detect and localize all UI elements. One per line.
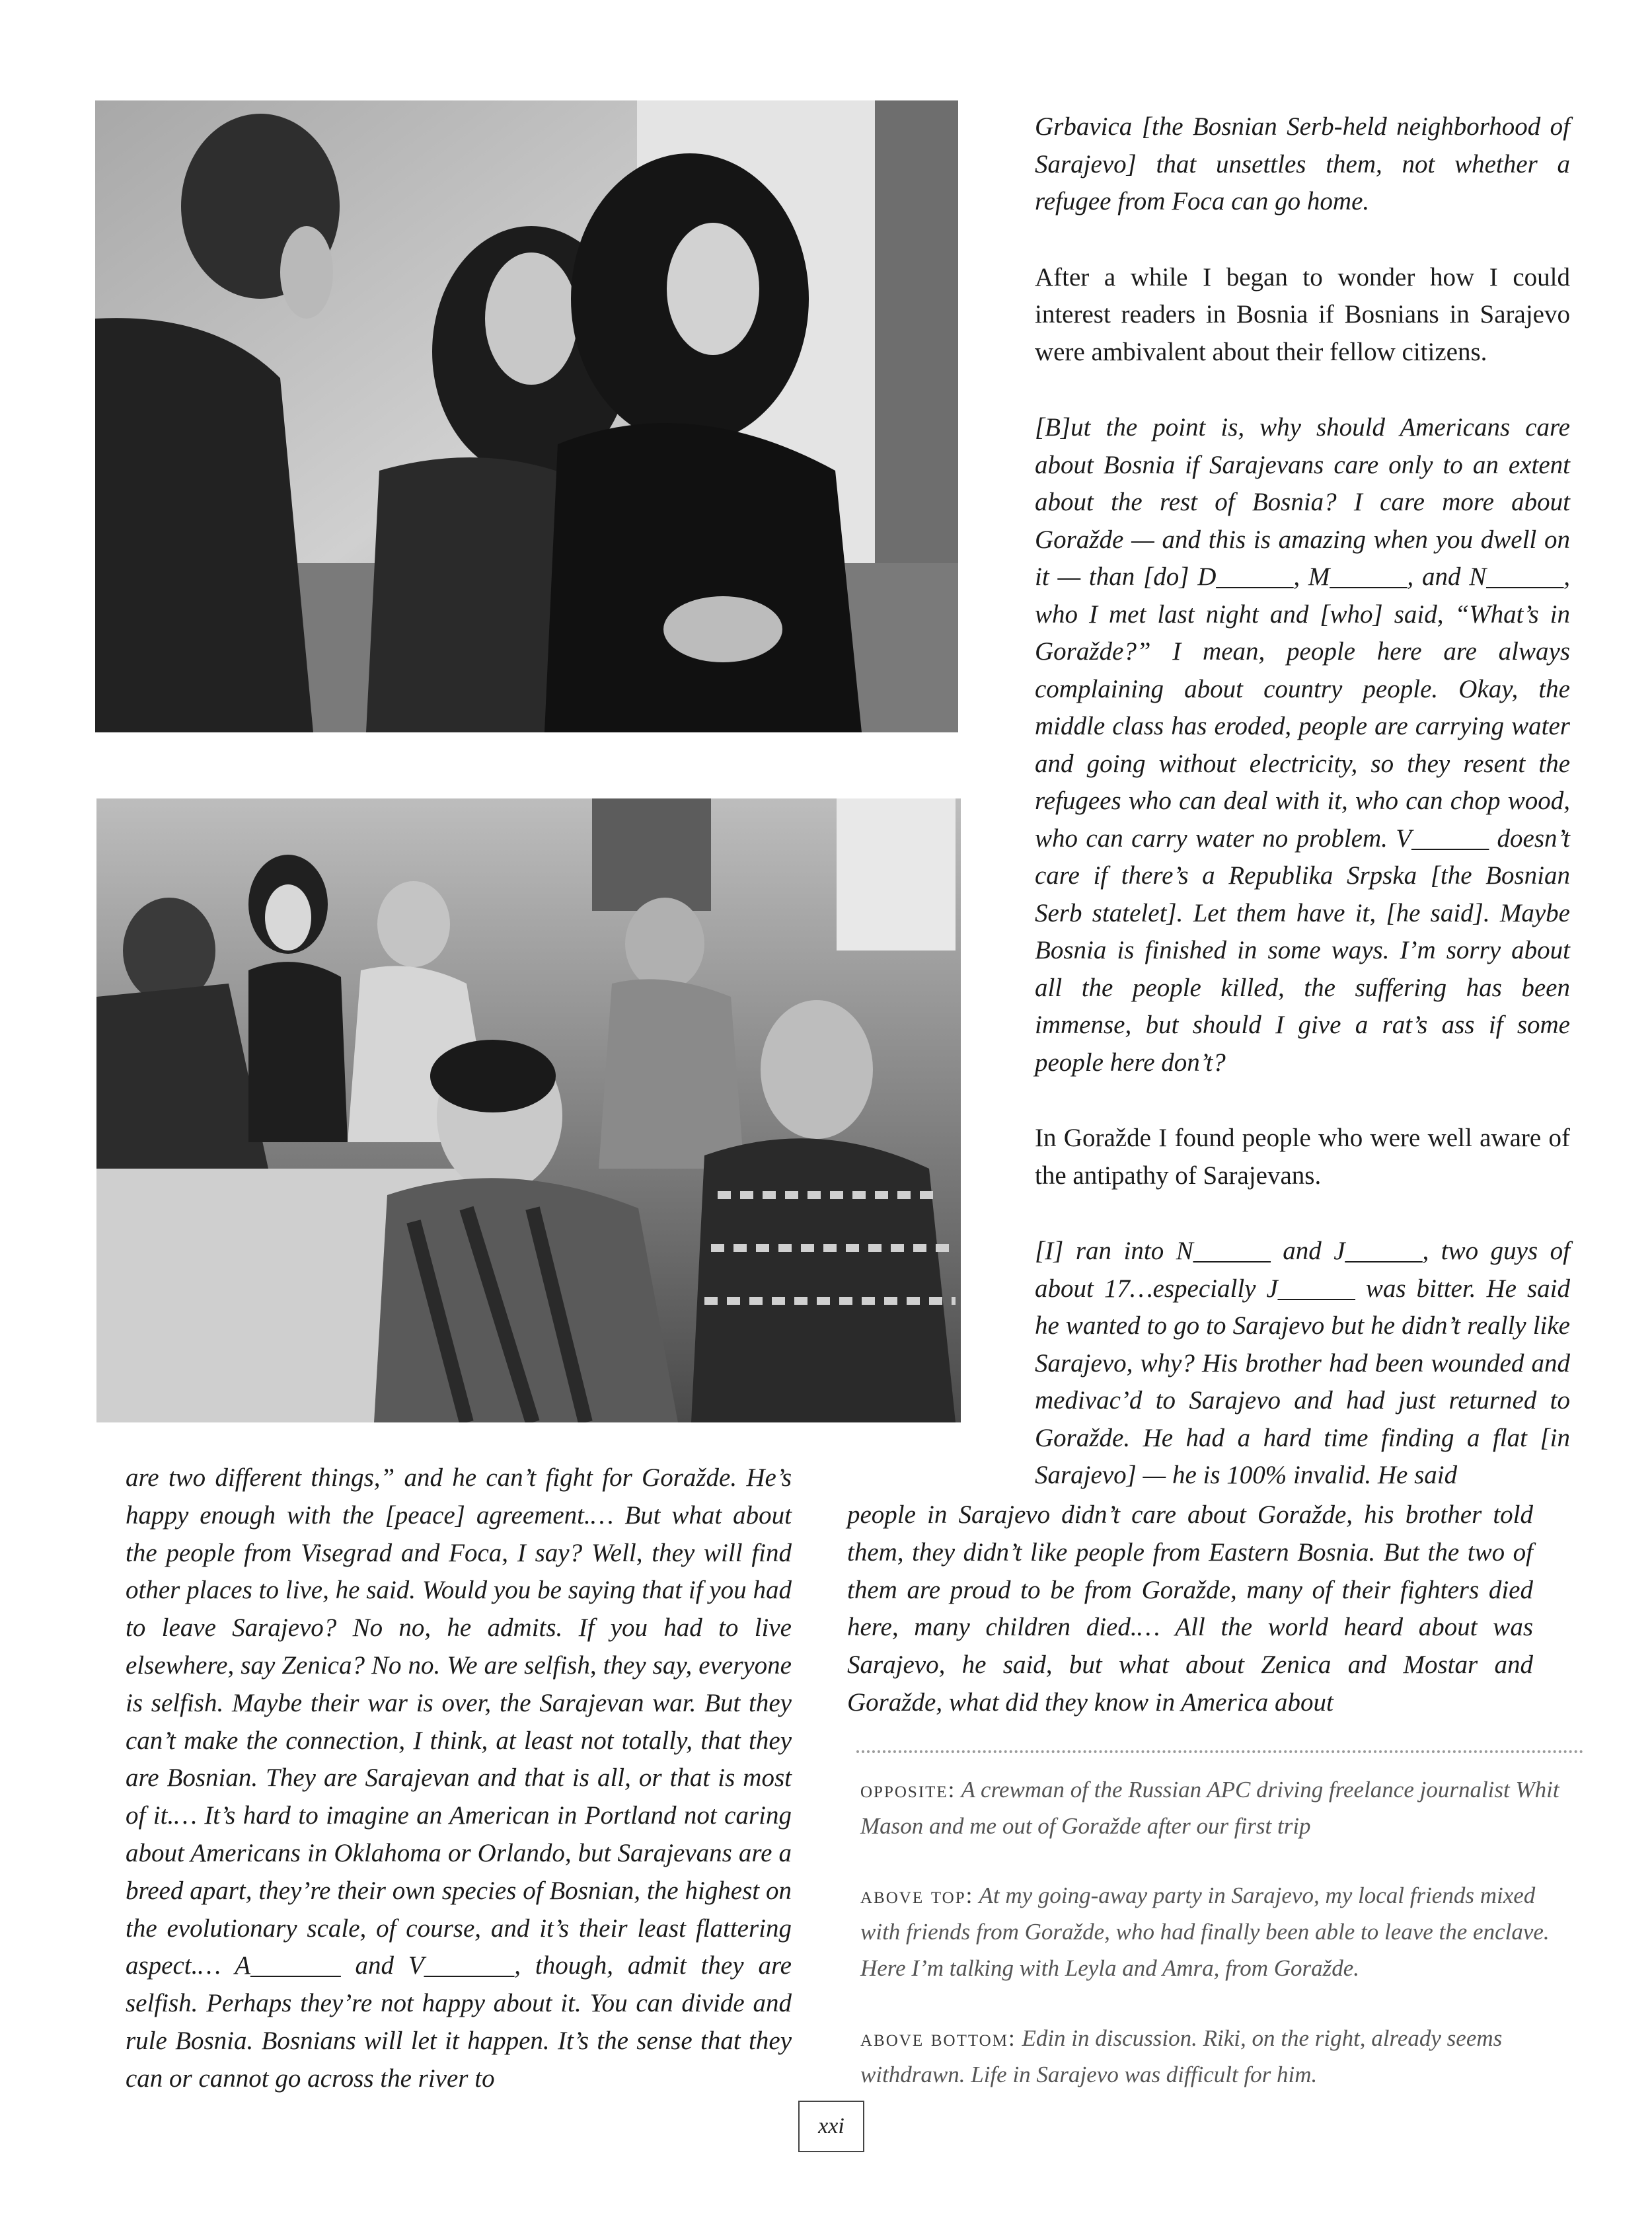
caption-text: At my going-away party in Sarajevo, my local friends mixed with friends from Goražde, who had finally been able to leave the enclave. Here I’m talking with Leyla and Amra, from Goražde.: [860, 1883, 1550, 1981]
caption-opposite: [860, 1771, 1581, 1844]
right-continuation-text: people in Sarajevo didn’t care about Goražde, his brother told them, they didn’t like people from Eastern Bosnia. But the two of them are proud to be from Goražde, many of their fighters died here, many children died.… All the world heard about was Sarajevo, he said, but what about Zenica and Mostar and Goražde, what did they know in America about: [847, 1500, 1533, 1717]
paragraph-ambivalent: After a while I began to wonder how I could interest readers in Bosnia if Bosnians in Sarajevo were ambivalent about their fellow citizens.: [1035, 262, 1570, 366]
caption-label: above top:: [860, 1883, 974, 1908]
caption-text: Edin in discussion. Riki, on the right, already seems withdrawn. Life in Sarajevo was difficult for him.: [860, 2025, 1503, 2087]
paragraph-gorazde-antipathy: In Goražde I found people who were well aware of the antipathy of Sarajevans.: [1035, 1124, 1570, 1190]
caption-divider: [856, 1750, 1583, 1753]
photo-going-away-party: [95, 100, 958, 732]
photo-going-away-party-image: [95, 100, 958, 732]
caption-above-top: [860, 1877, 1581, 1986]
page-number: xxi: [798, 2101, 864, 2152]
photo-edin-discussion-image: [96, 798, 961, 1422]
quote-grbavica: Grbavica [the Bosnian Serb-held neighborhood of Sarajevo] that unsettles them, not whether a refugee from Foca can go home.: [1035, 112, 1570, 215]
caption-label: above bottom:: [860, 2025, 1016, 2051]
quote-why-care: [B]ut the point is, why should Americans care about Bosnia if Sarajevans care only to an extent about the rest of Bosnia? I care more about Goražde — and this is amazing when you dwell on it — than [do] D______, M______, and N______, who I met last night and [who] said, “What’s in Goražde?” I mean, people here are always complaining about country people. Okay, the middle class has eroded, people are carrying water and going without electricity, so they resent the refugees who can deal with it, who can chop wood, who can carry water no problem. V______ doesn’t care if there’s a Republika Srpska [the Bosnian Serb statelet]. Let them have it, [he said]. Maybe Bosnia is finished in some ways. I’m sorry about all the people killed, the suffering has been immense, but should I give a rat’s ass if some people here don’t?: [1035, 413, 1570, 1077]
caption-label: opposite:: [860, 1777, 956, 1803]
left-bottom-text: are two different things,” and he can’t fight for Goražde. He’s happy enough with the [peace] agreement.… But what about the people from Visegrad and Foca, I say? Well, they will find other places to live, he said. Would you be saying that if you had to leave Sarajevo? No no, he admits. If you had to live elsewhere, say Zenica? No no. We are selfish, they say, everyone is selfish. Maybe their war is over, the Sarajevan war. But they can’t make the connection, I think, at least not totally, that they are Bosnian. They are Sarajevan and that is all, or that is most of it.… It’s hard to imagine an American in Portland not caring about Americans in Oklahoma or Orlando, but Sarajevans are a breed apart, they’re their own species of Bosnian, the highest on the evolutionary scale, of course, and it’s their least flattering aspect.… A_______ and V_______, though, admit they are selfish. Perhaps they’re not happy about it. You can divide and rule Bosnia. Bosnians will let it happen. It’s the sense that they can or cannot go across the river to: [126, 1463, 792, 2093]
right-column-text: [1035, 108, 1570, 1495]
caption-above-bottom: [860, 2020, 1581, 2093]
quote-ran-into: [I] ran into N______ and J______, two guys of about 17…especially J______ was bitter. He said he wanted to go to Sarajevo but he didn’t really like Sarajevo, why? His brother had been wounded and medivac’d to Sarajevo and had just returned to Goražde. He had a hard time finding a flat [in Sarajevo] — he is 100% invalid. He said: [1035, 1237, 1570, 1489]
photo-edin-discussion: [96, 798, 961, 1422]
caption-text: A crewman of the Russian APC driving freelance journalist Whit Mason and me out of Goražde after our first trip: [860, 1777, 1559, 1839]
